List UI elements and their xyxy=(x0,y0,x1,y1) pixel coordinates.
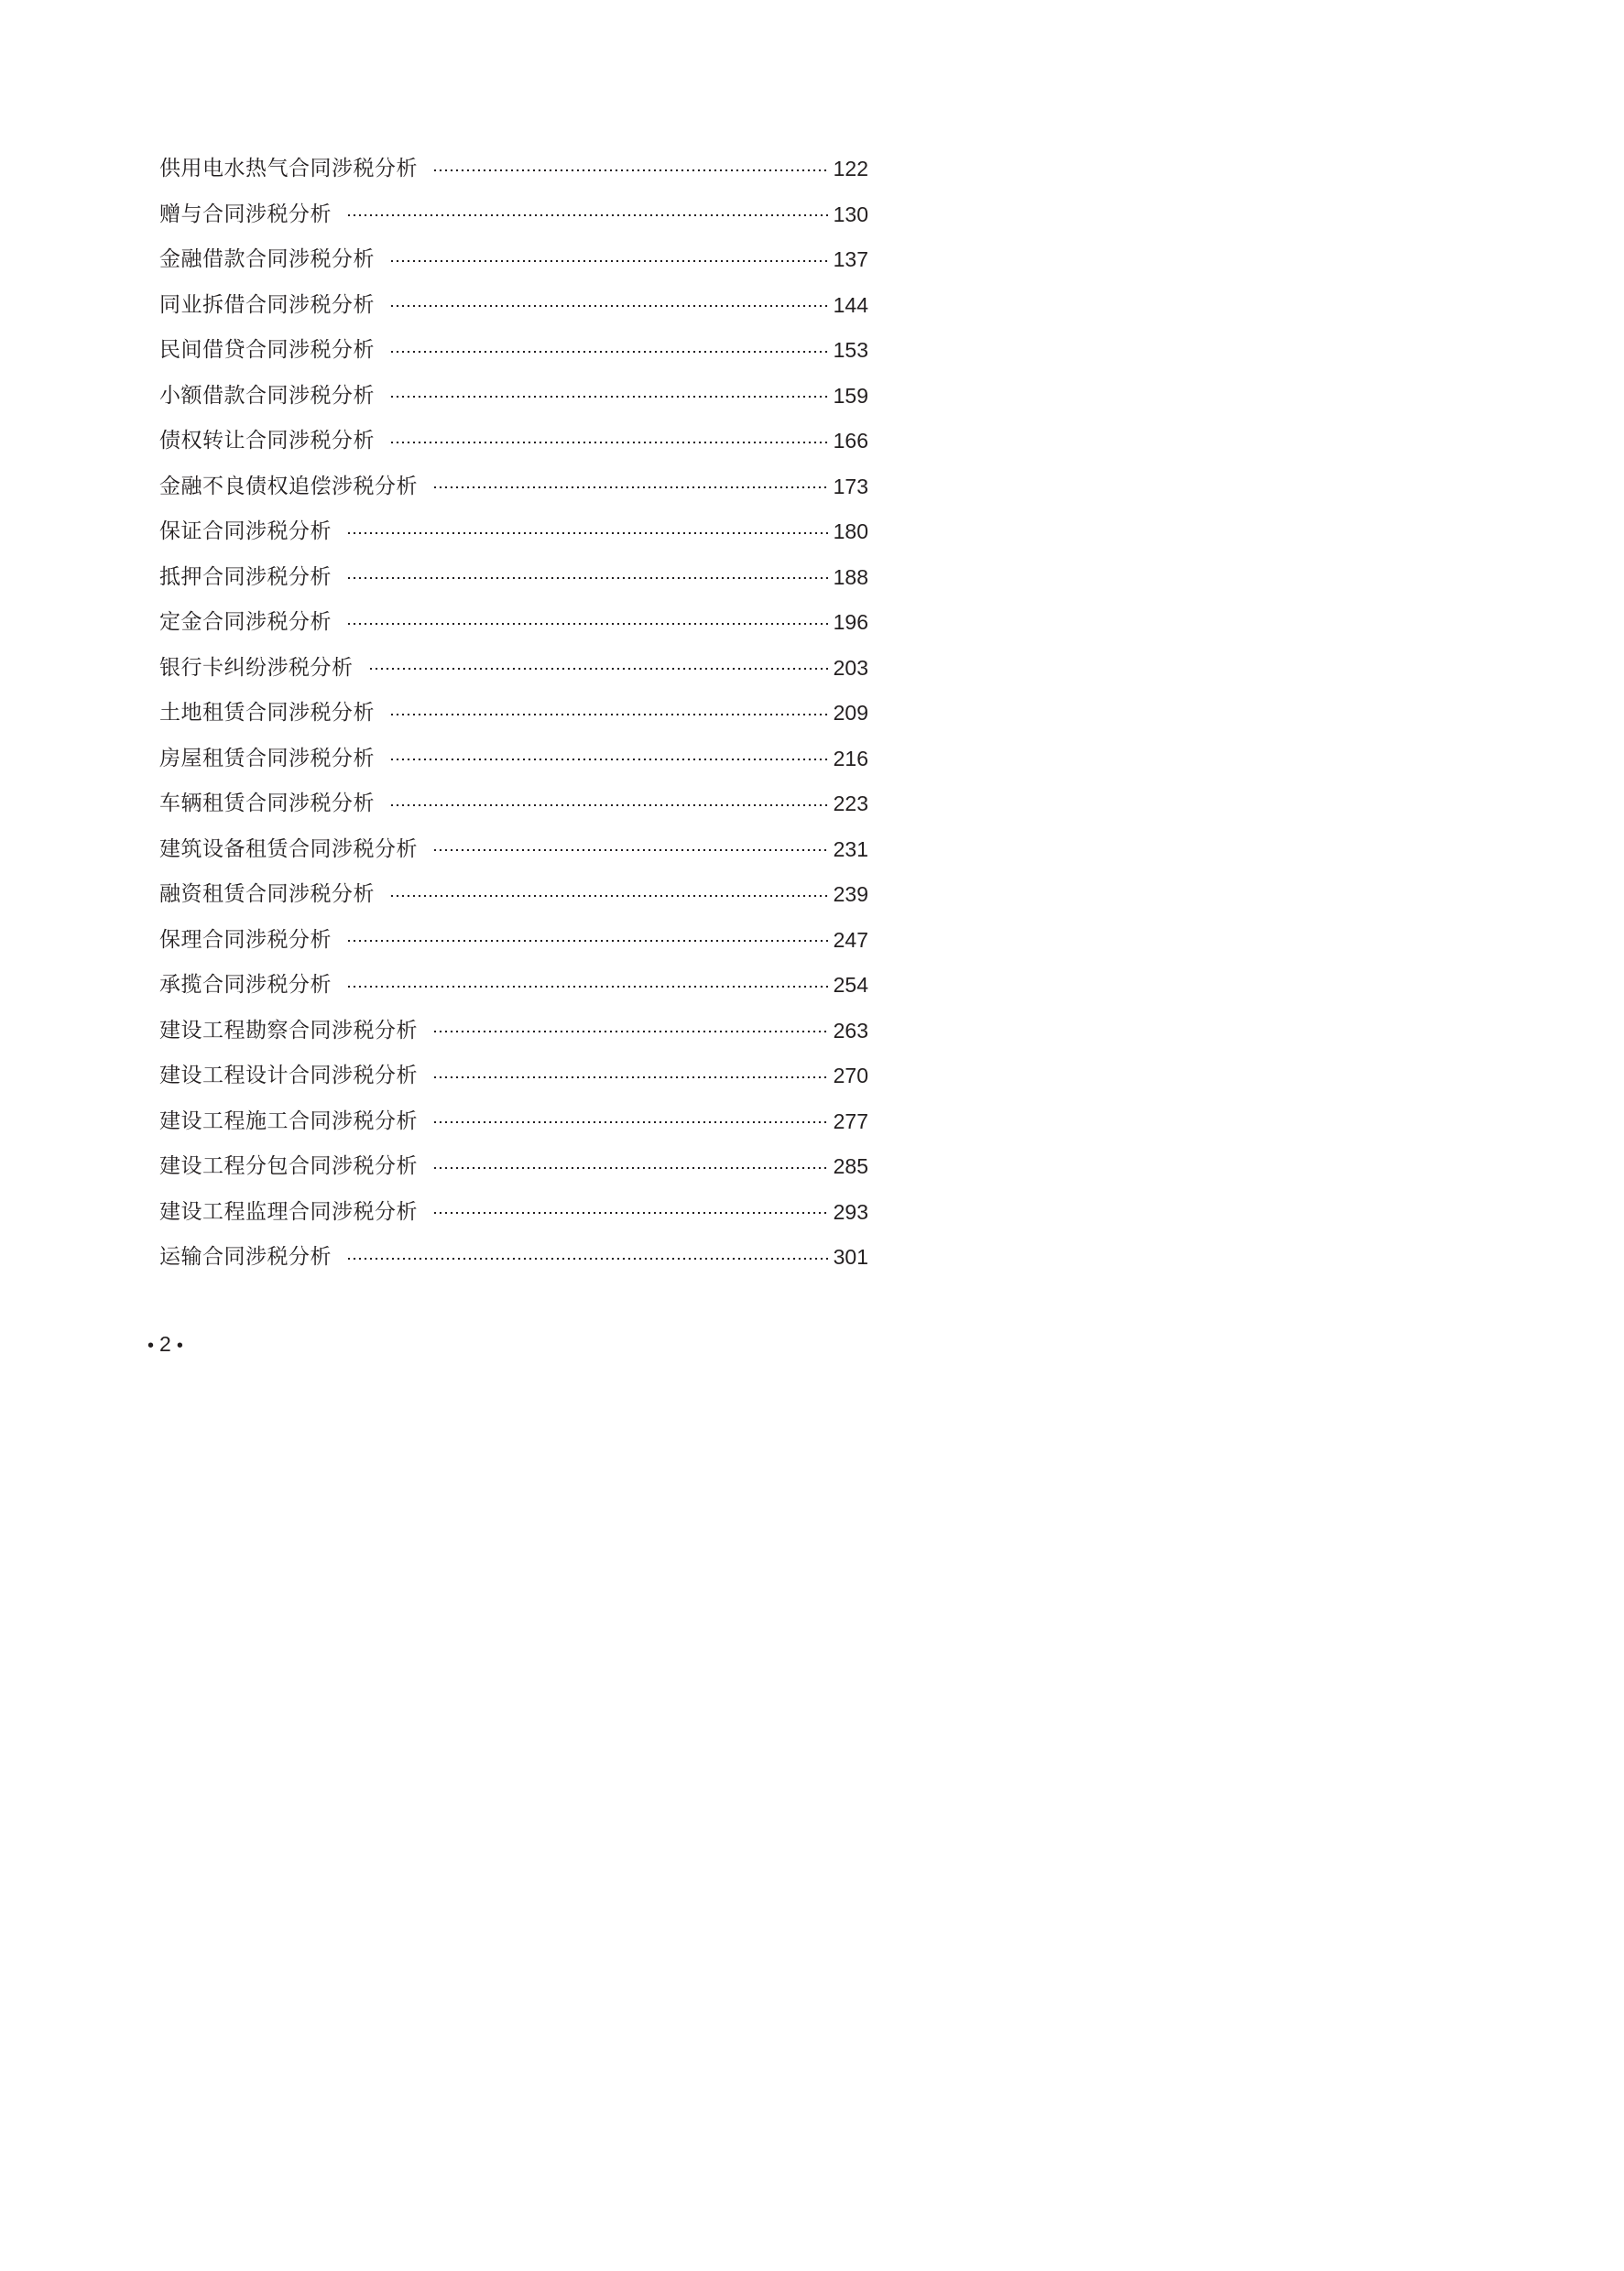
toc-dot-leader xyxy=(432,1212,828,1214)
toc-entry[interactable] xyxy=(159,509,868,555)
page-footer xyxy=(142,1328,189,1361)
toc-entry-title: 房屋租赁合同涉税分析 xyxy=(159,746,375,770)
toc-dot-leader xyxy=(346,532,828,534)
toc-entry[interactable] xyxy=(159,464,868,510)
toc-entry[interactable] xyxy=(159,646,868,692)
toc-entry-page-number: 188 xyxy=(833,564,868,589)
toc-entry-title: 车辆租赁合同涉税分析 xyxy=(159,792,375,815)
toc-entry[interactable] xyxy=(159,237,868,283)
toc-dot-leader xyxy=(432,1121,828,1123)
toc-entry[interactable] xyxy=(159,737,868,782)
toc-entry-title: 金融不良债权追偿涉税分析 xyxy=(159,474,418,498)
toc-dot-leader xyxy=(346,940,828,942)
toc-entry[interactable] xyxy=(159,1054,868,1099)
toc-entry[interactable] xyxy=(159,1099,868,1145)
toc-entry-title: 定金合同涉税分析 xyxy=(159,610,332,634)
toc-entry-title: 建设工程监理合同涉税分析 xyxy=(159,1199,418,1224)
toc-entry-title: 承揽合同涉税分析 xyxy=(159,973,332,997)
toc-entry-page-number: 254 xyxy=(833,973,868,997)
toc-entry[interactable] xyxy=(159,918,868,964)
toc-entry-page-number: 122 xyxy=(833,157,868,180)
toc-entry[interactable] xyxy=(159,691,868,737)
toc-entry-title: 供用电水热气合同涉税分析 xyxy=(159,157,418,180)
toc-entry-page-number: 166 xyxy=(833,429,868,453)
toc-dot-leader xyxy=(389,759,828,760)
toc-entry-title: 建设工程设计合同涉税分析 xyxy=(159,1064,418,1087)
toc-entry[interactable] xyxy=(159,419,868,464)
toc-entry[interactable] xyxy=(159,1009,868,1054)
toc-entry-title: 运输合同涉税分析 xyxy=(159,1245,332,1269)
toc-dot-leader xyxy=(432,849,828,851)
toc-entry-title: 银行卡纠纷涉税分析 xyxy=(159,655,354,680)
toc-dot-leader xyxy=(389,396,828,398)
toc-entry[interactable] xyxy=(159,147,868,192)
toc-entry-page-number: 285 xyxy=(833,1154,868,1178)
toc-entry-page-number: 277 xyxy=(833,1108,868,1133)
toc-entry[interactable] xyxy=(159,374,868,420)
toc-entry-page-number: 153 xyxy=(833,338,868,362)
toc-dot-leader xyxy=(346,623,828,625)
toc-dot-leader xyxy=(389,895,828,897)
toc-dot-leader xyxy=(346,577,828,579)
toc-entry-title: 民间借贷合同涉税分析 xyxy=(159,338,375,362)
toc-entry-page-number: 159 xyxy=(833,383,868,408)
toc-entry-page-number: 231 xyxy=(833,836,868,861)
toc-dot-leader xyxy=(389,714,828,715)
toc-entry-page-number: 203 xyxy=(833,655,868,680)
toc-dot-leader xyxy=(346,214,828,216)
toc-entry[interactable] xyxy=(159,827,868,873)
toc-entry-page-number: 137 xyxy=(833,247,868,271)
toc-entry-title: 建设工程勘察合同涉税分析 xyxy=(159,1018,418,1043)
toc-entry-title: 金融借款合同涉税分析 xyxy=(159,247,375,271)
table-of-contents xyxy=(159,147,868,1281)
toc-dot-leader xyxy=(432,486,828,488)
toc-dot-leader xyxy=(389,260,828,262)
toc-entry-title: 债权转让合同涉税分析 xyxy=(159,429,375,453)
toc-dot-leader xyxy=(389,442,828,443)
toc-entry-page-number: 301 xyxy=(833,1245,868,1269)
toc-entry[interactable] xyxy=(159,283,868,329)
footer-dot-left: • xyxy=(147,1336,155,1356)
toc-dot-leader xyxy=(368,668,828,670)
toc-entry-page-number: 270 xyxy=(833,1064,868,1087)
toc-entry-page-number: 209 xyxy=(833,701,868,725)
toc-entry-page-number: 173 xyxy=(833,474,868,498)
toc-entry-page-number: 247 xyxy=(833,927,868,952)
toc-entry-page-number: 180 xyxy=(833,519,868,543)
toc-entry-title: 抵押合同涉税分析 xyxy=(159,564,332,589)
toc-dot-leader xyxy=(432,169,828,171)
toc-entry-page-number: 196 xyxy=(833,610,868,634)
toc-entry[interactable] xyxy=(159,1190,868,1236)
toc-dot-leader xyxy=(346,1258,828,1260)
toc-entry-title: 建设工程施工合同涉税分析 xyxy=(159,1108,418,1133)
page-number: 2 xyxy=(159,1332,171,1356)
toc-dot-leader xyxy=(389,804,828,806)
toc-entry-page-number: 216 xyxy=(833,746,868,770)
toc-entry-title: 建设工程分包合同涉税分析 xyxy=(159,1154,418,1178)
toc-entry[interactable] xyxy=(159,872,868,918)
toc-entry-page-number: 223 xyxy=(833,792,868,815)
toc-entry-page-number: 293 xyxy=(833,1199,868,1224)
toc-entry-title: 保理合同涉税分析 xyxy=(159,927,332,952)
toc-entry-title: 土地租赁合同涉税分析 xyxy=(159,701,375,725)
toc-dot-leader xyxy=(389,305,828,307)
toc-dot-leader xyxy=(432,1076,828,1078)
footer-dot-right: • xyxy=(176,1336,183,1356)
toc-entry[interactable] xyxy=(159,963,868,1009)
toc-entry-title: 同业拆借合同涉税分析 xyxy=(159,292,375,317)
toc-entry[interactable] xyxy=(159,328,868,374)
toc-entry[interactable] xyxy=(159,781,868,827)
toc-entry[interactable] xyxy=(159,192,868,238)
toc-entry-page-number: 263 xyxy=(833,1018,868,1043)
toc-dot-leader xyxy=(432,1031,828,1032)
toc-entry[interactable] xyxy=(159,600,868,646)
toc-entry-page-number: 239 xyxy=(833,882,868,906)
toc-entry-title: 建筑设备租赁合同涉税分析 xyxy=(159,836,418,861)
toc-entry-page-number: 144 xyxy=(833,292,868,317)
toc-entry-page-number: 130 xyxy=(833,202,868,226)
toc-dot-leader xyxy=(432,1167,828,1169)
toc-entry-title: 融资租赁合同涉税分析 xyxy=(159,882,375,906)
toc-entry-title: 赠与合同涉税分析 xyxy=(159,202,332,226)
toc-entry[interactable] xyxy=(159,1144,868,1190)
toc-dot-leader xyxy=(346,986,828,988)
toc-entry[interactable] xyxy=(159,555,868,601)
toc-entry-title: 保证合同涉税分析 xyxy=(159,519,332,543)
toc-entry[interactable] xyxy=(159,1235,868,1281)
toc-entry-title: 小额借款合同涉税分析 xyxy=(159,383,375,408)
toc-dot-leader xyxy=(389,351,828,353)
